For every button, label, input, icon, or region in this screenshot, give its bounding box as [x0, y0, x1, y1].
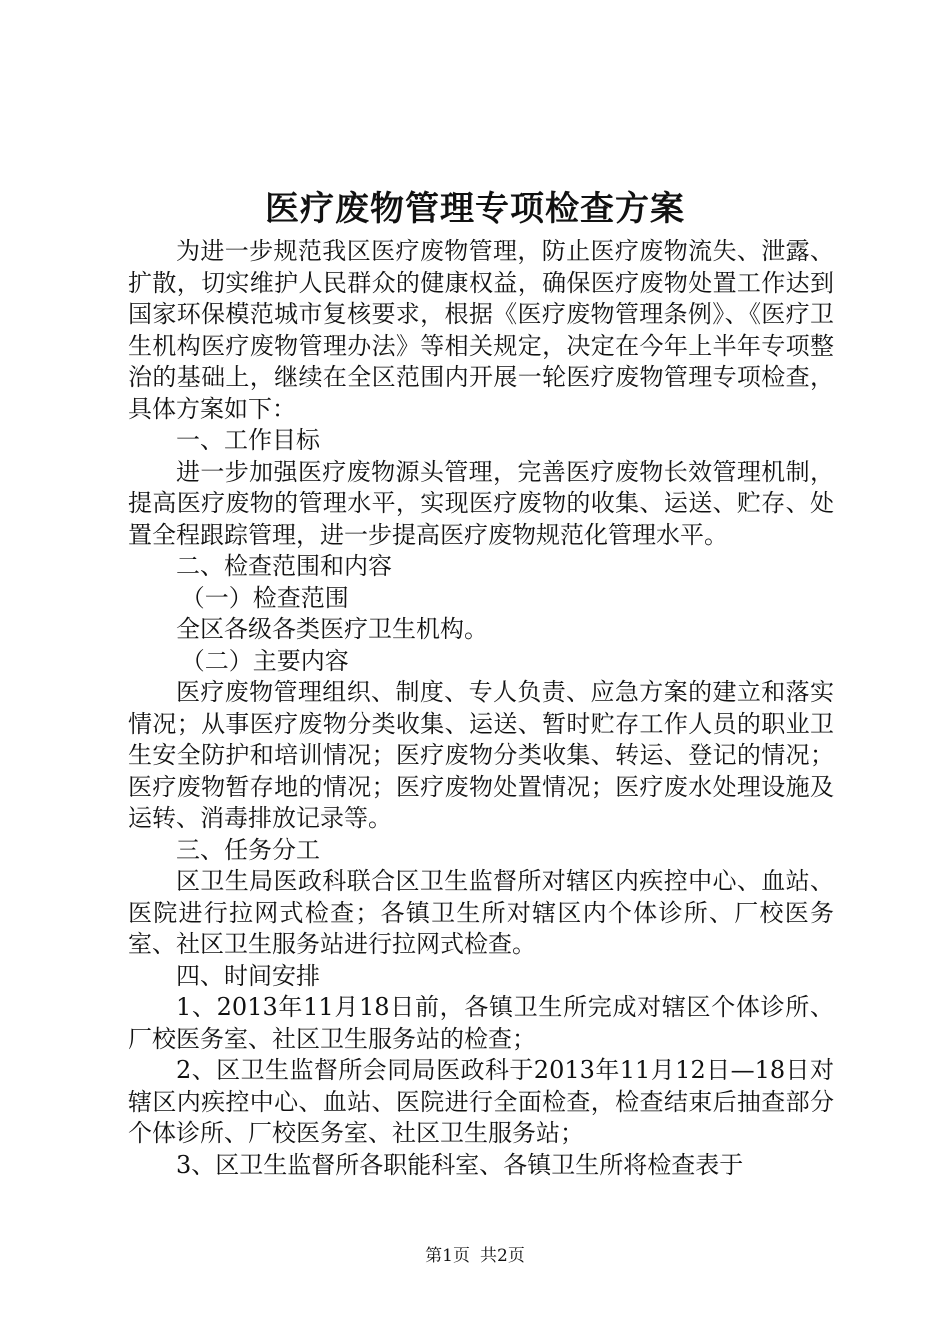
schedule-item-1: 1、2013年11月18日前，各镇卫生所完成对辖区个体诊所、厂校医务室、社区卫生服务站的检查；: [128, 993, 834, 1053]
intro-paragraph: 为进一步规范我区医疗废物管理，防止医疗废物流失、泄露、扩散，切实维护人民群众的健康权益，确保医疗废物处置工作达到国家环保模范城市复核要求，根据《医疗废物管理条例》、《医疗卫生机构医疗废物管理办法》等相关规定，决定在今年上半年专项整治的基础上，继续在全区范围内开展一轮医疗废物管理专项检查，具体方案如下：: [128, 237, 834, 423]
schedule-item-2: 2、区卫生监督所会同局医政科于2013年11月12日—18日对辖区内疾控中心、血站、医院进行全面检查，检查结束后抽查部分个体诊所、厂校医务室、社区卫生服务站；: [128, 1056, 834, 1147]
scope-paragraph: 全区各级各类医疗卫生机构。: [176, 615, 488, 643]
section-heading-scope: 二、检查范围和内容: [176, 552, 392, 580]
section-heading-goals: 一、工作目标: [176, 426, 320, 454]
goals-paragraph: 进一步加强医疗废物源头管理，完善医疗废物长效管理机制，提高医疗废物的管理水平，实现医疗废物的收集、运送、贮存、处置全程跟踪管理，进一步提高医疗废物规范化管理水平。: [128, 457, 834, 549]
page-footer: [0, 1244, 950, 1268]
document-title: 医疗废物管理专项检查方案: [265, 189, 685, 229]
section-heading-tasks: 三、任务分工: [176, 835, 320, 864]
tasks-paragraph: 区卫生局医政科联合区卫生监督所对辖区内疾控中心、血站、医院进行拉网式检查；各镇卫生所对辖区内个体诊所、厂校医务室、社区卫生服务站进行拉网式检查。: [128, 867, 834, 958]
schedule-item-3: 3、区卫生监督所各职能科室、各镇卫生所将检查表于: [176, 1150, 744, 1179]
content-paragraph: 医疗废物管理组织、制度、专人负责、应急方案的建立和落实情况；从事医疗废物分类收集、运送、暂时贮存工作人员的职业卫生安全防护和培训情况；医疗废物分类收集、转运、登记的情况；医疗废物暂存地的情况；医疗废物处置情况；医疗废水处理设施及运转、消毒排放记录等。: [128, 678, 834, 832]
document-body: [128, 236, 834, 1181]
page-number: 第1页: [425, 1246, 470, 1266]
page-total: 共2页: [480, 1246, 525, 1266]
section-heading-schedule: 四、时间安排: [176, 961, 320, 990]
subheading-content: （二）主要内容: [180, 646, 349, 675]
subheading-scope: （一）检查范围: [180, 583, 349, 612]
